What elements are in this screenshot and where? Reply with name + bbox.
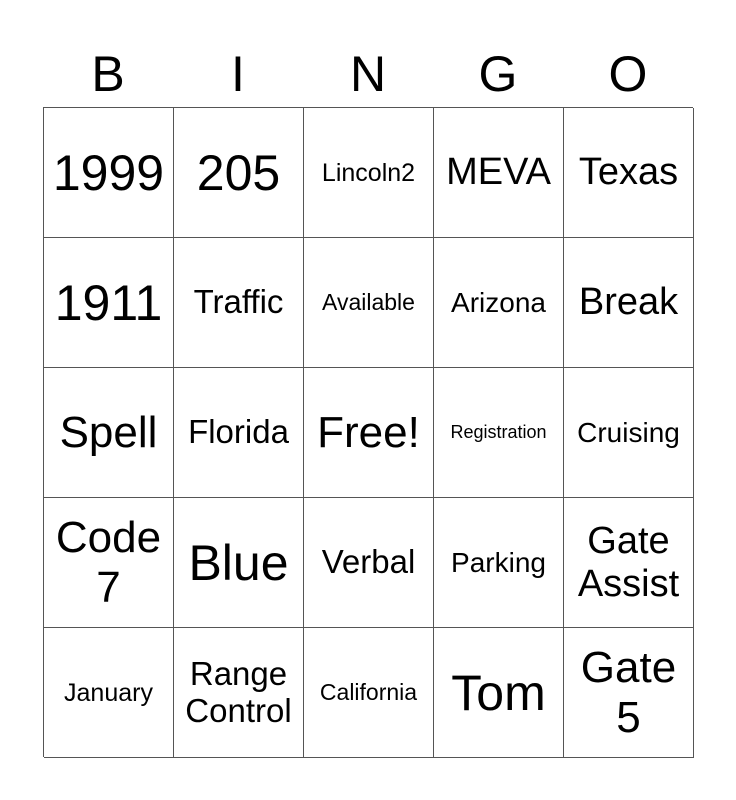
bingo-cell-r2-c4[interactable]: Arizona [434, 238, 564, 368]
bingo-cell-r2-c2[interactable]: Traffic [174, 238, 304, 368]
bingo-cell-r4-c1[interactable]: Code 7 [44, 498, 174, 628]
bingo-cell-r4-c5[interactable]: Gate Assist [564, 498, 694, 628]
bingo-cell-r3-c3-free[interactable]: Free! [304, 368, 434, 498]
bingo-cell-r1-c2[interactable]: 205 [174, 108, 304, 238]
bingo-cell-r1-c4[interactable]: MEVA [434, 108, 564, 238]
bingo-cell-r5-c4[interactable]: Tom [434, 628, 564, 758]
bingo-cell-r5-c1[interactable]: January [44, 628, 174, 758]
bingo-cell-r5-c3[interactable]: California [304, 628, 434, 758]
bingo-cell-r2-c5[interactable]: Break [564, 238, 694, 368]
bingo-cell-r2-c3[interactable]: Available [304, 238, 434, 368]
bingo-cell-r5-c5[interactable]: Gate 5 [564, 628, 694, 758]
bingo-header [43, 40, 693, 106]
bingo-cell-r5-c2[interactable]: Range Control [174, 628, 304, 758]
bingo-cell-r4-c4[interactable]: Parking [434, 498, 564, 628]
bingo-cell-r1-c5[interactable]: Texas [564, 108, 694, 238]
bingo-cell-r4-c2[interactable]: Blue [174, 498, 304, 628]
bingo-cell-r3-c4[interactable]: Registration [434, 368, 564, 498]
bingo-cell-r2-c1[interactable]: 1911 [44, 238, 174, 368]
bingo-cell-r3-c2[interactable]: Florida [174, 368, 304, 498]
bingo-board [43, 107, 693, 757]
header-letter-g: G [478, 46, 518, 102]
header-letter-i: I [231, 46, 245, 102]
bingo-cell-r4-c3[interactable]: Verbal [304, 498, 434, 628]
header-letter-n: N [349, 46, 387, 102]
header-letter-b: B [91, 46, 125, 102]
bingo-cell-r3-c1[interactable]: Spell [44, 368, 174, 498]
bingo-cell-r3-c5[interactable]: Cruising [564, 368, 694, 498]
header-letter-o: O [608, 46, 648, 102]
bingo-cell-r1-c1[interactable]: 1999 [44, 108, 174, 238]
bingo-cell-r1-c3[interactable]: Lincoln2 [304, 108, 434, 238]
